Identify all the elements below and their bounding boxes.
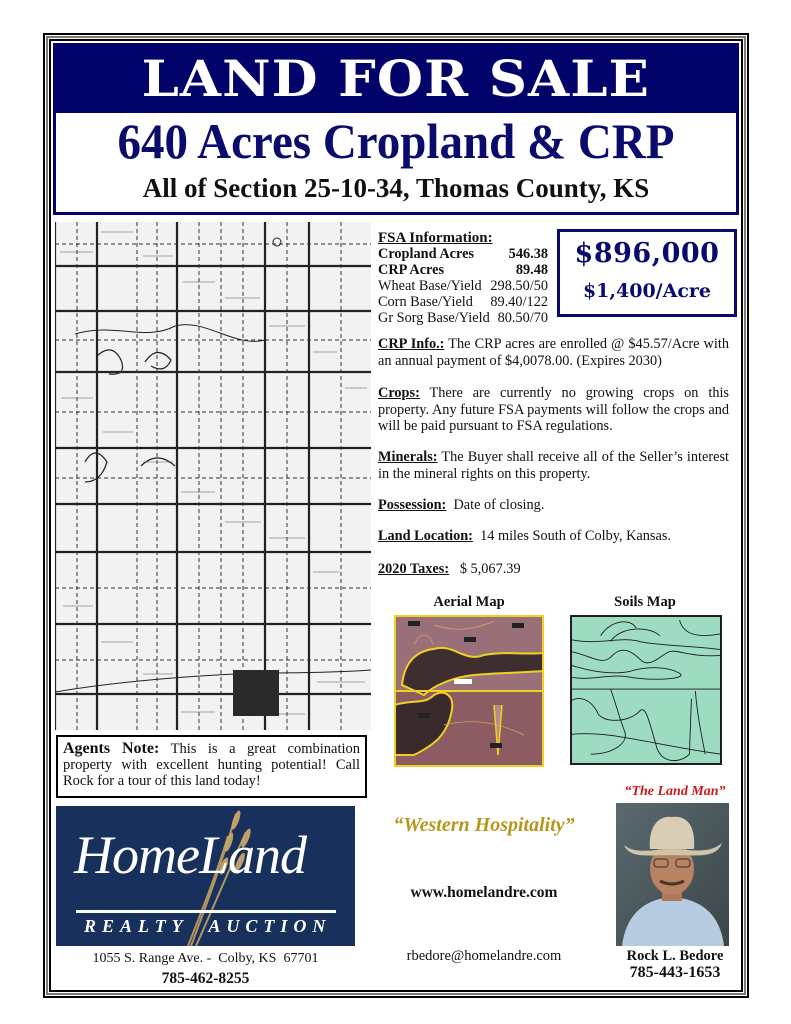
listing-title: 640 Acres Cropland & CRP — [117, 114, 675, 170]
plat-map-graphic — [55, 222, 371, 730]
taxes-label: 2020 Taxes: — [378, 561, 450, 577]
soils-map-image — [570, 615, 722, 765]
logo-word-home: Home — [74, 825, 199, 885]
logo-divider — [76, 910, 336, 913]
banner-title: LAND FOR SALE — [141, 48, 651, 108]
fsa-information — [378, 230, 548, 326]
logo-word-land: Land — [198, 825, 307, 885]
fsa-value: 89.48 — [515, 262, 548, 278]
total-price: $896,000 — [574, 238, 720, 269]
minerals-text: The Buyer shall receive all of the Seller’s interest in the mineral rights on this property. — [378, 449, 729, 482]
website-link[interactable]: www.homelandre.com — [410, 884, 558, 901]
taxes-text: $ 5,067.39 — [449, 561, 521, 577]
possession-label: Possession: — [378, 497, 447, 513]
agent-photo — [616, 803, 729, 946]
land-location-text: 14 miles South of Colby, Kansas. — [472, 528, 671, 544]
header-banner — [53, 43, 739, 113]
minerals-label: Minerals: — [378, 449, 438, 465]
fsa-label: Wheat Base/Yield — [378, 278, 482, 294]
price-box — [557, 229, 737, 317]
possession-info — [378, 497, 729, 514]
fsa-title: FSA Information: — [378, 230, 493, 246]
agent-phone: 785-443-1653 — [629, 964, 721, 981]
price-per-acre: $1,400/Acre — [582, 280, 712, 302]
land-location-label: Land Location: — [378, 528, 473, 544]
possession-text: Date of closing. — [446, 497, 545, 513]
plat-map-image — [55, 222, 371, 730]
land-location-info — [378, 528, 729, 545]
fsa-value: 298.50/50 — [490, 278, 548, 294]
crops-info — [378, 385, 729, 435]
logo-wordmark — [74, 824, 306, 886]
company-slogan: “Western Hospitality” — [393, 814, 575, 836]
fsa-row-sorghum — [378, 310, 548, 326]
office-phone: 785-462-8255 — [161, 970, 250, 987]
fsa-row-wheat — [378, 278, 548, 294]
crp-info-label: CRP Info.: — [378, 336, 445, 352]
taxes-info — [378, 561, 729, 578]
fsa-label: Gr Sorg Base/Yield — [378, 310, 490, 326]
minerals-info — [378, 449, 729, 482]
logo-tagline: REALTY AUCTION — [84, 916, 332, 936]
fsa-label: Cropland Acres — [378, 246, 474, 262]
crops-label: Crops: — [378, 385, 420, 401]
homeland-realty-logo — [56, 806, 355, 946]
fsa-value: 89.40/122 — [490, 294, 548, 310]
email-link[interactable]: rbedore@homelandre.com — [406, 948, 562, 964]
aerial-map-title: Aerial Map — [433, 594, 505, 610]
crops-text: There are currently no growing crops on this property. Any future FSA payments will follow the crops and will be paid pursuant to FSA regulations. — [378, 385, 729, 434]
crp-info — [378, 336, 729, 369]
fsa-row-corn — [378, 294, 548, 310]
fsa-value: 80.50/70 — [497, 310, 548, 326]
agents-note-text: This is a great combination property with excellent hunting potential! Call Rock for a tour of this land today! — [63, 741, 361, 789]
fsa-label: CRP Acres — [378, 262, 445, 278]
agents-note-label: Agents Note: — [63, 740, 160, 757]
crp-info-text: The CRP acres are enrolled @ $45.57/Acre with an annual payment of $4,0078.00. (Expires 2030) — [378, 336, 729, 369]
fsa-label: Corn Base/Yield — [378, 294, 473, 310]
fsa-value: 546.38 — [508, 246, 548, 262]
subject-property-marker — [233, 670, 279, 716]
soils-map-graphic — [571, 616, 721, 764]
fsa-row-cropland — [378, 246, 548, 262]
header-subbanner — [53, 113, 739, 215]
agent-name: Rock L. Bedore — [626, 948, 724, 964]
agent-nickname: “The Land Man” — [624, 784, 726, 799]
agents-note-box — [56, 735, 367, 798]
soils-map-title: Soils Map — [614, 594, 676, 610]
legal-location: All of Section 25-10-34, Thomas County, KS — [142, 173, 650, 203]
aerial-map-graphic — [394, 615, 544, 767]
fsa-row-crp — [378, 262, 548, 278]
office-address: 1055 S. Range Ave. - Colby, KS 67701 — [92, 951, 319, 966]
aerial-map-image — [394, 615, 544, 767]
agent-portrait-graphic — [616, 803, 729, 946]
